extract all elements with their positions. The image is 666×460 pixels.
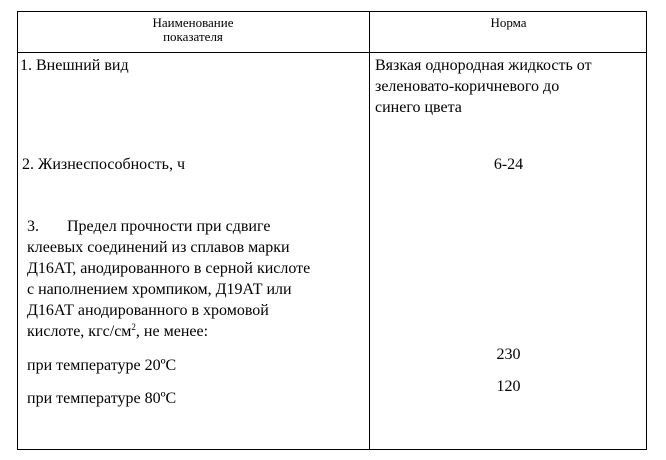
- row-1-norm-line-1: Вязкая однородная жидкость от: [375, 57, 592, 74]
- row-3-indicator: [27, 216, 310, 342]
- row-3-indicator-line-2: клеевых соединений из сплавов марки: [27, 239, 290, 256]
- row-3-indicator-line-1: 3. Предел прочности при сдвиге: [27, 218, 271, 235]
- row-3-sub-2-norm: 120: [496, 378, 521, 395]
- header-indicator-line-2: показателя: [163, 29, 223, 44]
- row-1-norm-line-3: синего цвета: [375, 99, 462, 116]
- row-1-norm-line-2: зеленовато-коричневого до: [375, 78, 560, 95]
- row-1-indicator: 1. Внешний вид: [20, 57, 129, 74]
- row-3-indicator-last-pre: кислоте, кгс/см: [27, 323, 132, 340]
- header-divider: [18, 52, 646, 53]
- header-indicator-line-1: Наименование: [152, 15, 234, 30]
- row-3-unit-superscript: 2: [131, 322, 136, 332]
- row-2-indicator: 2. Жизнеспособность, ч: [22, 156, 185, 173]
- header-indicator: [118, 16, 268, 44]
- row-3-indicator-last-post: , не менее:: [135, 323, 209, 340]
- row-2-norm: 6-24: [493, 156, 524, 173]
- header-norm: Норма: [490, 15, 527, 30]
- row-3-sub-2-label: при температуре 80ºС: [27, 390, 177, 407]
- row-3-indicator-line-6: [27, 321, 310, 342]
- row-3-indicator-line-4: с наполнением хромпиком, Д19АТ или: [27, 281, 292, 298]
- spec-table: [17, 11, 647, 450]
- row-3-sub-1-norm: 230: [496, 346, 521, 363]
- row-3-indicator-line-3: Д16АТ, анодированного в серной кислоте: [27, 260, 311, 277]
- row-3-sub-1-label: при температуре 20ºС: [27, 357, 177, 374]
- row-1-norm: [375, 55, 592, 118]
- row-3-indicator-line-5: Д16АТ анодированного в хромовой: [27, 302, 269, 319]
